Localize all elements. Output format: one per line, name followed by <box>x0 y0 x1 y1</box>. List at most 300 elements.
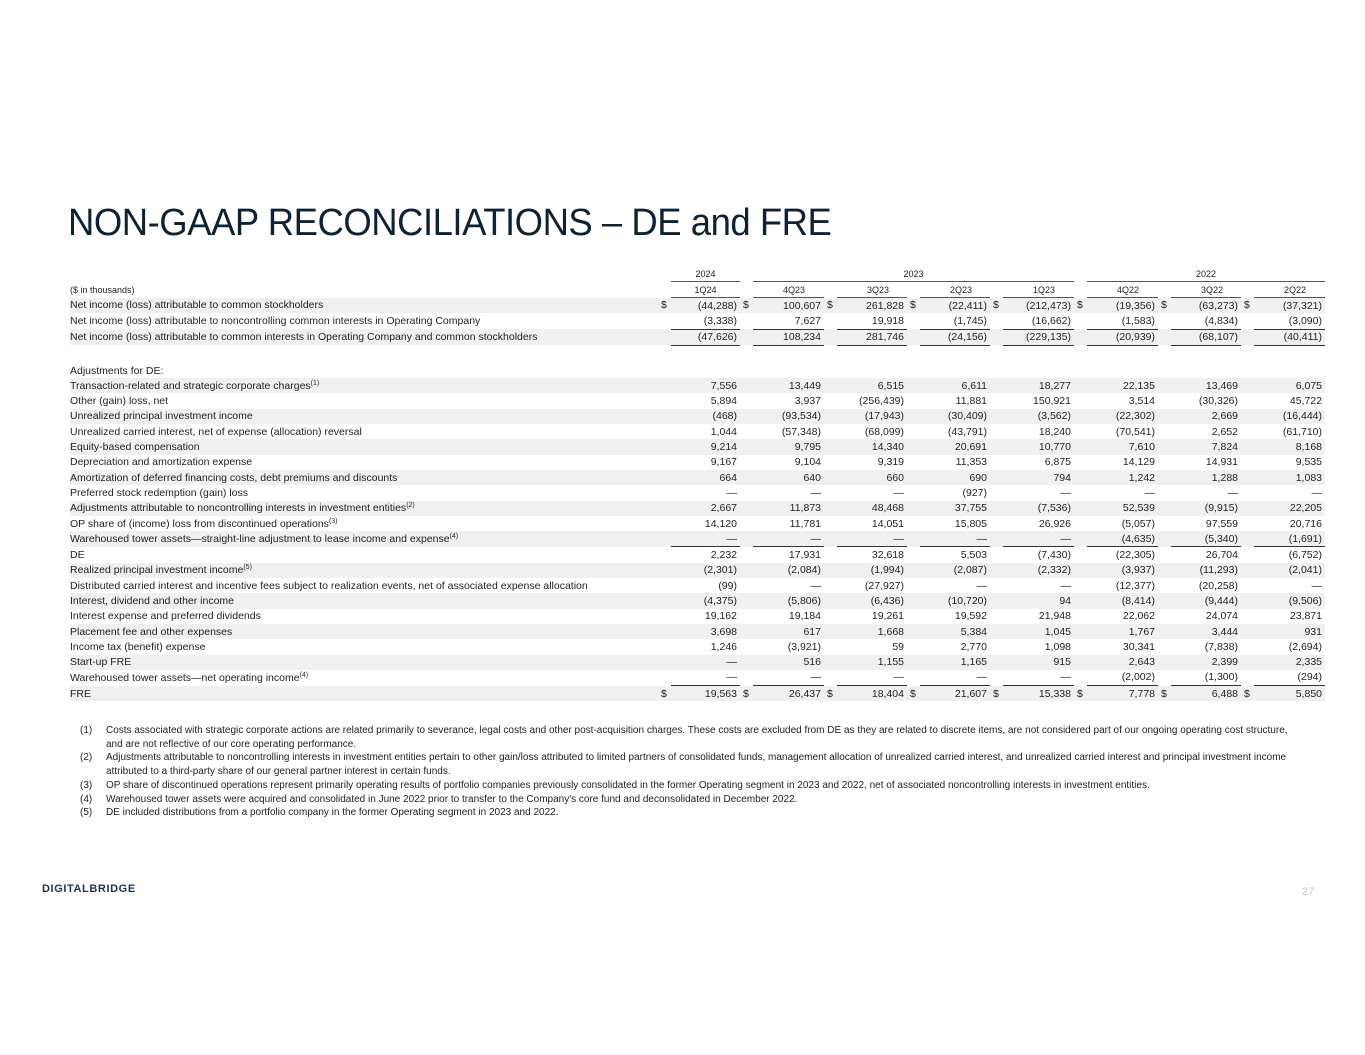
cell-value: 1,083 <box>1254 470 1325 485</box>
dollar-sign <box>740 313 753 329</box>
dollar-sign <box>907 470 920 485</box>
dollar-sign <box>990 485 1003 500</box>
dollar-sign <box>1158 313 1171 329</box>
dollar-sign <box>658 547 671 563</box>
row-label: Adjustments attributable to noncontrolling interests in investment entities$^{(2)}$ <box>70 501 658 516</box>
cell-value: (7,536) <box>1003 501 1074 516</box>
cell-value: — <box>976 579 987 592</box>
cell-value: (22,411) <box>920 298 990 314</box>
cell-value: (44,288) <box>671 298 740 314</box>
dollar-sign <box>1074 393 1087 408</box>
dollar-sign <box>740 563 753 578</box>
cell-value: 261,828 <box>837 298 907 314</box>
cell-value: (7,838) <box>1204 640 1238 653</box>
dollar-sign <box>1241 501 1254 516</box>
dollar-sign <box>658 409 671 424</box>
dollar-sign <box>1241 393 1254 408</box>
row-label: Start-up FRE <box>70 655 658 670</box>
dollar-sign <box>1158 393 1171 408</box>
dollar-sign <box>658 670 671 686</box>
dollar-sign <box>1158 655 1171 670</box>
cell-value: 1,246 <box>710 640 737 653</box>
cell-value: 931 <box>1254 624 1325 639</box>
dollar-sign <box>990 409 1003 424</box>
cell-value: 32,618 <box>871 549 904 562</box>
cell-value: 19,261 <box>871 610 904 623</box>
dollar-sign <box>824 485 837 500</box>
dollar-sign <box>824 470 837 485</box>
dollar-sign <box>907 593 920 608</box>
row-label: Amortization of deferred financing costs, debt premiums and discounts <box>70 470 658 485</box>
dollar-sign <box>1241 655 1254 670</box>
cell-value: 20,716 <box>1289 517 1322 530</box>
quarter-header: 1Q24 <box>671 282 740 298</box>
cell-value: 23,871 <box>1289 610 1322 623</box>
dollar-sign <box>990 424 1003 439</box>
cell-value: 1,098 <box>1044 640 1071 653</box>
row-label: Preferred stock redemption (gain) loss <box>70 486 248 499</box>
dollar-sign <box>740 329 753 345</box>
cell-value: 13,449 <box>753 378 824 393</box>
dollar-sign <box>990 593 1003 608</box>
cell-value: 6,515 <box>837 378 907 393</box>
cell-value: (93,534) <box>753 409 824 424</box>
year-2023: 2023 <box>753 267 1074 282</box>
cell-value: 45,722 <box>1289 395 1322 408</box>
footnote: (1) Costs associated with strategic corporate actions are related primarily to severance, legal costs and other post-acquisition charges. These costs are excluded from DE as they are related to discrete items, are not considered part of our ongoing operating cost structure, and are not reflective of our core operating performance. <box>80 725 1288 750</box>
dollar-sign <box>1074 624 1087 639</box>
cell-value: (4,834) <box>1204 314 1238 327</box>
cell-value: 915 <box>1003 655 1074 670</box>
dollar-sign: $ <box>1241 298 1254 314</box>
cell-value: (8,414) <box>1087 593 1158 608</box>
dollar-sign <box>740 593 753 608</box>
dollar-sign <box>990 329 1003 345</box>
dollar-sign <box>907 531 920 547</box>
dollar-sign <box>1158 424 1171 439</box>
dollar-sign <box>1158 578 1171 593</box>
footnote-ref: (3) <box>328 517 338 525</box>
row-label: Net income (loss) attributable to noncontrolling common interests in Operating Company <box>70 315 481 328</box>
row-label: Net income (loss) attributable to common interests in Operating Company and common stockholders <box>70 329 658 345</box>
dollar-sign <box>1241 313 1254 329</box>
footnote: (4) Warehoused tower assets were acquired and consolidated in June 2022 prior to transfer to the Company's core fund and deconsolidated in December 2022. <box>80 793 798 805</box>
cell-value: 2,667 <box>671 501 740 516</box>
cell-value: 2,652 <box>1211 425 1238 438</box>
dollar-sign <box>740 393 753 408</box>
dollar-sign <box>1074 470 1087 485</box>
cell-value: 794 <box>1003 470 1074 485</box>
cell-value: 2,399 <box>1171 655 1241 670</box>
dollar-sign <box>740 455 753 470</box>
dollar-sign: $ <box>658 686 671 702</box>
dollar-sign <box>990 470 1003 485</box>
year-header-row <box>70 267 1325 282</box>
dollar-sign <box>1158 516 1171 531</box>
footnote-ref: (4) <box>299 671 309 679</box>
table-row <box>70 313 1325 329</box>
dollar-sign: $ <box>740 298 753 314</box>
dollar-sign <box>990 378 1003 393</box>
row-label: Interest expense and preferred dividends <box>70 610 261 623</box>
cell-value: 690 <box>920 470 990 485</box>
cell-value: 640 <box>753 470 824 485</box>
row-label: Equity-based compensation <box>70 439 658 454</box>
dollar-sign <box>907 424 920 439</box>
cell-value: 26,437 <box>753 686 824 702</box>
cell-value: — <box>1311 579 1322 592</box>
dollar-sign <box>907 563 920 578</box>
cell-value: 9,319 <box>877 456 904 469</box>
cell-value: 1,044 <box>710 425 737 438</box>
cell-value: 14,120 <box>704 517 737 530</box>
table-row <box>70 393 1325 408</box>
page-number: 27 <box>1302 886 1315 898</box>
cell-value: 1,288 <box>1171 470 1241 485</box>
dollar-sign <box>1074 609 1087 624</box>
dollar-sign <box>990 639 1003 654</box>
dollar-sign <box>1158 501 1171 516</box>
dollar-sign <box>990 501 1003 516</box>
cell-value: (11,293) <box>1171 563 1241 578</box>
cell-value: 13,469 <box>1171 378 1241 393</box>
cell-value: 281,746 <box>837 329 907 345</box>
dollar-sign <box>658 455 671 470</box>
cell-value: 37,755 <box>920 501 990 516</box>
dollar-sign <box>1241 485 1254 500</box>
cell-value: 14,129 <box>1122 456 1155 469</box>
dollar-sign <box>1074 516 1087 531</box>
row-label: Unrealized principal investment income <box>70 409 658 424</box>
table-row <box>70 686 1325 702</box>
row-label: Realized principal investment income$^{(5)}$ <box>70 563 658 578</box>
dollar-sign: $ <box>990 686 1003 702</box>
cell-value: 19,162 <box>704 610 737 623</box>
cell-value: 59 <box>892 640 904 653</box>
dollar-sign <box>658 470 671 485</box>
footnote-ref: (2) <box>406 502 415 510</box>
dollar-sign <box>658 609 671 624</box>
dollar-sign <box>824 329 837 345</box>
dollar-sign <box>740 424 753 439</box>
quarter-header: 4Q22 <box>1087 282 1158 298</box>
cell-value: (17,943) <box>837 409 907 424</box>
cell-value: — <box>1003 670 1074 686</box>
dollar-sign <box>907 329 920 345</box>
cell-value: 48,468 <box>837 501 907 516</box>
table-row <box>70 409 1325 424</box>
cell-value: 15,338 <box>1003 686 1074 702</box>
dollar-sign <box>658 516 671 531</box>
dollar-sign <box>1074 670 1087 686</box>
cell-value: 11,781 <box>789 517 821 530</box>
table-row <box>70 516 1325 531</box>
dollar-sign <box>824 439 837 454</box>
dollar-sign <box>740 531 753 547</box>
cell-value: 18,404 <box>837 686 907 702</box>
cell-value: (24,156) <box>920 329 990 345</box>
dollar-sign <box>740 470 753 485</box>
cell-value: 15,805 <box>954 517 987 530</box>
row-label: Placement fee and other expenses <box>70 624 658 639</box>
dollar-sign <box>1241 670 1254 686</box>
dollar-sign <box>990 563 1003 578</box>
table-row <box>70 470 1325 485</box>
dollar-sign <box>1074 424 1087 439</box>
cell-value: — <box>1144 486 1155 499</box>
dollar-sign <box>658 531 671 547</box>
table-row <box>70 378 1325 393</box>
dollar-sign <box>824 670 837 686</box>
row-label: FRE <box>70 686 658 702</box>
section-header-row <box>70 363 1325 378</box>
dollar-sign <box>824 547 837 563</box>
cell-value: (20,939) <box>1087 329 1158 345</box>
quarter-header: 4Q23 <box>753 282 824 298</box>
cell-value: (1,994) <box>837 563 907 578</box>
dollar-sign <box>658 593 671 608</box>
row-label: Net income (loss) attributable to common stockholders <box>70 298 658 314</box>
dollar-sign <box>1241 455 1254 470</box>
dollar-sign <box>907 670 920 686</box>
dollar-sign <box>907 409 920 424</box>
dollar-sign <box>824 593 837 608</box>
table-row <box>70 624 1325 639</box>
dollar-sign <box>1074 531 1087 547</box>
cell-value: 3,698 <box>671 624 740 639</box>
footnote-ref: (1) <box>310 379 320 387</box>
dollar-sign <box>824 531 837 547</box>
dollar-sign <box>1074 593 1087 608</box>
footnote: (5) DE included distributions from a portfolio company in the former Operating segment in 2023 and 2022. <box>80 807 559 819</box>
cell-value: 3,514 <box>1128 395 1155 408</box>
table-row <box>70 531 1325 547</box>
row-label: Distributed carried interest and incentive fees subject to realization events, net of associated expense allocation <box>70 579 588 592</box>
dollar-sign <box>658 393 671 408</box>
cell-value: 9,795 <box>753 439 824 454</box>
table-row <box>70 547 1325 563</box>
cell-value: 19,592 <box>954 610 987 623</box>
cell-value: — <box>1311 486 1322 499</box>
cell-value: 17,931 <box>788 549 821 562</box>
cell-value: (5,806) <box>753 593 824 608</box>
digitalbridge-logo: DIGITALBRIDGE <box>42 883 136 895</box>
dollar-sign: $ <box>740 686 753 702</box>
cell-value: 14,931 <box>1205 456 1238 469</box>
cell-value: (3,921) <box>787 640 821 653</box>
cell-value: (2,301) <box>671 563 740 578</box>
cell-value: 22,135 <box>1087 378 1158 393</box>
dollar-sign <box>1158 329 1171 345</box>
cell-value: 9,167 <box>710 456 737 469</box>
dollar-sign <box>1241 547 1254 563</box>
dollar-sign <box>740 501 753 516</box>
cell-value: 9,214 <box>671 439 740 454</box>
dollar-sign <box>990 455 1003 470</box>
cell-value: 11,873 <box>753 501 824 516</box>
dollar-sign <box>1158 378 1171 393</box>
cell-value: 14,340 <box>837 439 907 454</box>
dollar-sign: $ <box>824 686 837 702</box>
dollar-sign <box>824 393 837 408</box>
dollar-sign <box>1074 578 1087 593</box>
cell-value: 24,074 <box>1205 610 1238 623</box>
cell-value: 5,503 <box>960 549 987 562</box>
cell-value: — <box>1003 531 1074 547</box>
cell-value: 7,556 <box>671 378 740 393</box>
dollar-sign <box>1241 378 1254 393</box>
cell-value: (229,135) <box>1003 329 1074 345</box>
dollar-sign <box>1158 455 1171 470</box>
year-2022: 2022 <box>1087 267 1325 282</box>
dollar-sign <box>907 655 920 670</box>
cell-value: (22,305) <box>1115 549 1155 562</box>
cell-value: — <box>671 670 740 686</box>
dollar-sign: $ <box>907 298 920 314</box>
cell-value: (6,752) <box>1288 549 1322 562</box>
cell-value: 18,240 <box>1038 425 1071 438</box>
cell-value: 11,881 <box>955 395 987 408</box>
dollar-sign: $ <box>658 298 671 314</box>
dollar-sign <box>824 455 837 470</box>
dollar-sign <box>990 578 1003 593</box>
cell-value: (61,710) <box>1282 425 1322 438</box>
dollar-sign <box>1241 639 1254 654</box>
dollar-sign <box>1074 439 1087 454</box>
cell-value: 2,232 <box>710 549 737 562</box>
table-row <box>70 485 1325 500</box>
dollar-sign <box>824 563 837 578</box>
dollar-sign <box>1074 639 1087 654</box>
dollar-sign <box>1158 624 1171 639</box>
dollar-sign <box>1241 424 1254 439</box>
dollar-sign <box>990 531 1003 547</box>
dollar-sign <box>1158 547 1171 563</box>
cell-value: (63,273) <box>1171 298 1241 314</box>
cell-value: (294) <box>1254 670 1325 686</box>
cell-value: 7,610 <box>1087 439 1158 454</box>
cell-value: 22,205 <box>1254 501 1325 516</box>
cell-value: (4,375) <box>671 593 740 608</box>
cell-value: (22,302) <box>1087 409 1158 424</box>
cell-value: 5,384 <box>920 624 990 639</box>
table-row <box>70 593 1325 608</box>
cell-value: (30,409) <box>920 409 990 424</box>
dollar-sign <box>907 393 920 408</box>
dollar-sign <box>1158 531 1171 547</box>
dollar-sign <box>990 655 1003 670</box>
dollar-sign <box>658 424 671 439</box>
cell-value: 18,277 <box>1003 378 1074 393</box>
row-label: Other (gain) loss, net <box>70 395 169 408</box>
dollar-sign <box>824 501 837 516</box>
cell-value: (9,915) <box>1171 501 1241 516</box>
cell-value: (99) <box>718 579 737 592</box>
cell-value: 1,242 <box>1087 470 1158 485</box>
cell-value: 21,948 <box>1038 610 1071 623</box>
cell-value: 19,563 <box>671 686 740 702</box>
dollar-sign <box>1241 516 1254 531</box>
cell-value: — <box>1227 486 1238 499</box>
table-row <box>70 501 1325 516</box>
cell-value: (3,937) <box>1087 563 1158 578</box>
row-label: Depreciation and amortization expense <box>70 456 253 469</box>
dollar-sign <box>1074 409 1087 424</box>
dollar-sign <box>824 609 837 624</box>
dollar-sign <box>740 639 753 654</box>
cell-value: (16,444) <box>1254 409 1325 424</box>
dollar-sign <box>740 409 753 424</box>
cell-value: (256,439) <box>859 395 904 408</box>
dollar-sign <box>1158 439 1171 454</box>
cell-value: 3,444 <box>1171 624 1241 639</box>
row-label: Warehoused tower assets—straight-line adjustment to lease income and expense$^{(4)}$ <box>70 531 658 547</box>
dollar-sign <box>1074 455 1087 470</box>
dollar-sign <box>658 378 671 393</box>
cell-value: 94 <box>1003 593 1074 608</box>
cell-value: (2,694) <box>1288 640 1322 653</box>
cell-value: (57,348) <box>781 425 821 438</box>
cell-value: (1,691) <box>1254 531 1325 547</box>
cell-value: 108,234 <box>753 329 824 345</box>
row-label: Interest, dividend and other income <box>70 593 658 608</box>
footnote: (2) Adjustments attributable to noncontrolling interests in investment entities pertain to other gain/loss attributed to limited partners of consolidated funds, management allocation of unrealized carried interest, and unrealized carried interest and principal investment income attributed to a third-party share of our general partner interest in certain funds. <box>80 752 1287 778</box>
dollar-sign <box>990 313 1003 329</box>
dollar-sign <box>740 655 753 670</box>
cell-value: — <box>753 670 824 686</box>
cell-value: — <box>893 486 904 499</box>
row-label: Income tax (benefit) expense <box>70 640 206 653</box>
table-row <box>70 670 1325 686</box>
dollar-sign <box>1241 409 1254 424</box>
dollar-sign <box>658 485 671 500</box>
quarter-header: 1Q23 <box>1003 282 1074 298</box>
cell-value: 1,045 <box>1003 624 1074 639</box>
dollar-sign: $ <box>990 298 1003 314</box>
dollar-sign: $ <box>1158 686 1171 702</box>
dollar-sign <box>824 409 837 424</box>
row-label: DE <box>70 548 85 561</box>
cell-value: 6,075 <box>1254 378 1325 393</box>
dollar-sign <box>1241 593 1254 608</box>
cell-value: 7,627 <box>794 314 821 327</box>
cell-value: 5,850 <box>1254 686 1325 702</box>
adjustments-label: Adjustments for DE: <box>70 364 164 377</box>
row-label: OP share of (income) loss from discontinued operations$^{(3)}$ <box>70 517 338 530</box>
cell-value: 100,607 <box>753 298 824 314</box>
table-row <box>70 578 1325 593</box>
cell-value: 21,607 <box>920 686 990 702</box>
dollar-sign <box>658 501 671 516</box>
dollar-sign <box>658 439 671 454</box>
cell-value: 8,168 <box>1254 439 1325 454</box>
cell-value: 516 <box>753 655 824 670</box>
dollar-sign <box>907 547 920 563</box>
dollar-sign <box>658 563 671 578</box>
year-2024: 2024 <box>671 267 740 282</box>
cell-value: 7,824 <box>1171 439 1241 454</box>
cell-value: 20,691 <box>920 439 990 454</box>
quarter-header-row <box>70 282 1325 298</box>
dollar-sign <box>824 578 837 593</box>
cell-value: 1,165 <box>920 655 990 670</box>
cell-value: — <box>920 531 990 547</box>
cell-value: (70,541) <box>1115 425 1155 438</box>
cell-value: 7,778 <box>1087 686 1158 702</box>
dollar-sign <box>907 501 920 516</box>
table-row <box>70 609 1325 624</box>
dollar-sign <box>1074 313 1087 329</box>
